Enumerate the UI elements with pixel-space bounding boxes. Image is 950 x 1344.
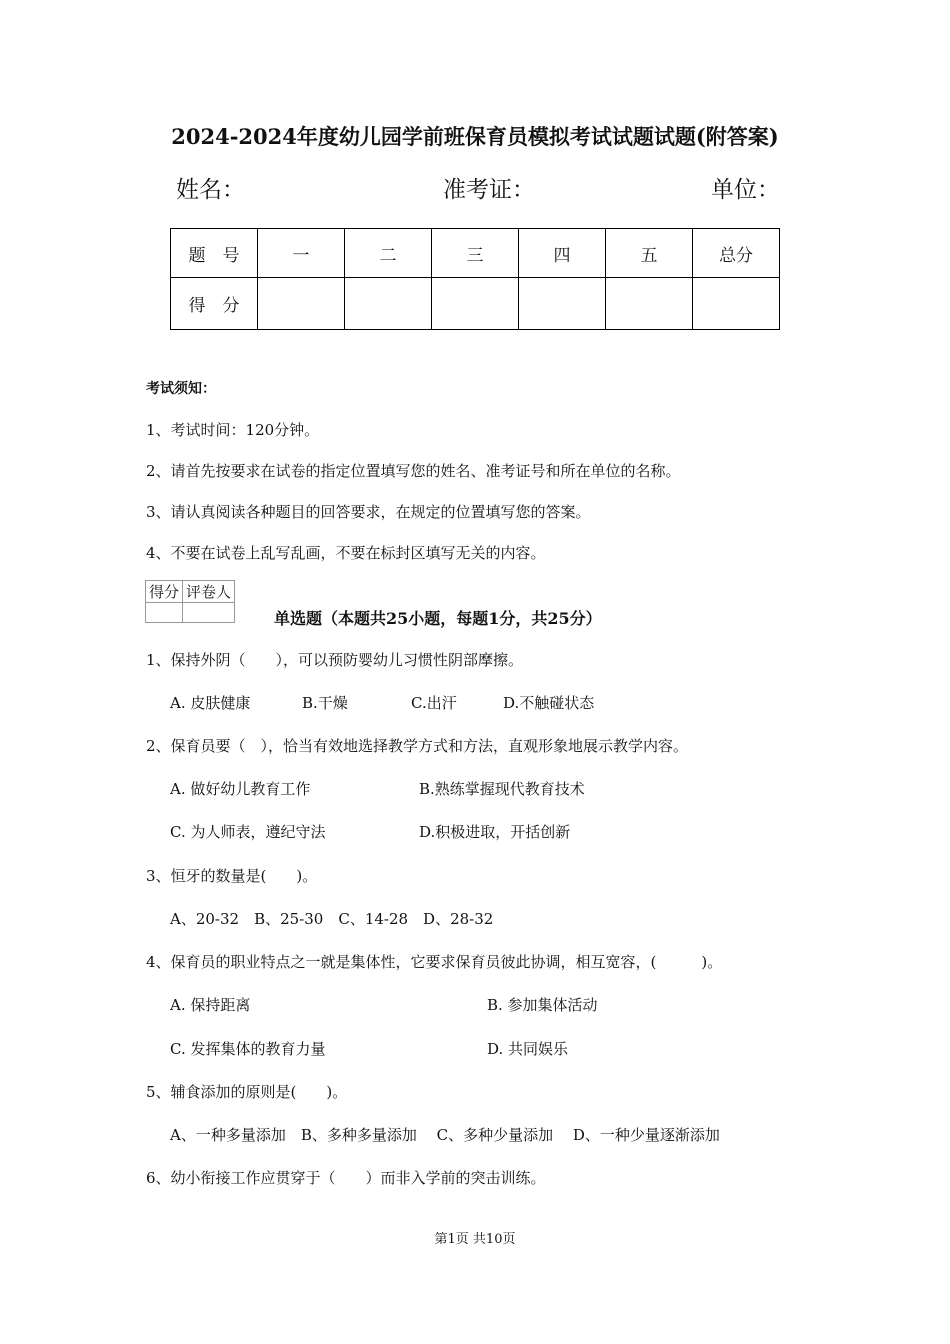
q4-option-d: D. 共同娱乐	[487, 1040, 569, 1058]
header-total: 总分	[693, 229, 780, 278]
header-section-3: 三	[432, 229, 519, 278]
header-section-5: 五	[606, 229, 693, 278]
header-section-4: 四	[519, 229, 606, 278]
page-footer: 第1页 共10页	[434, 1232, 516, 1247]
q2-option-c: C. 为人师表，遵纪守法	[170, 823, 326, 841]
notice-item: 3、请认真阅读各种题目的回答要求，在规定的位置填写您的答案。	[146, 503, 591, 521]
q5-options: A、一种多量添加 B、多种多量添加 C、多种少量添加 D、一种少量逐渐添加	[170, 1126, 720, 1144]
q2-option-a: A. 做好幼儿教育工作	[170, 780, 311, 798]
exam-id-label: 准考证：	[443, 177, 535, 203]
score-row-label: 得 分	[171, 278, 258, 330]
q4-option-a: A. 保持距离	[170, 996, 251, 1014]
notice-item: 4、不要在试卷上乱写乱画，不要在标封区填写无关的内容。	[146, 544, 546, 562]
notice-item: 2、请首先按要求在试卷的指定位置填写您的姓名、准考证号和所在单位的名称。	[146, 462, 681, 480]
grader-table	[145, 580, 235, 623]
name-label: 姓名：	[176, 177, 245, 203]
q2-option-b: B.熟练掌握现代教育技术	[419, 780, 585, 798]
grader-score-label: 得分	[146, 581, 183, 603]
q1-option-c: C.出汗	[411, 694, 457, 712]
q1-option-d: D.不触碰状态	[503, 694, 595, 712]
notice-item: 1、考试时间：120分钟。	[146, 421, 320, 439]
q4-option-b: B. 参加集体活动	[487, 996, 598, 1014]
score-cell-5	[606, 278, 693, 330]
question-2: 2、保育员要（ ），恰当有效地选择教学方式和方法，直观形象地展示教学内容。	[146, 737, 689, 755]
score-cell-1	[258, 278, 345, 330]
header-section-2: 二	[345, 229, 432, 278]
question-1: 1、保持外阴（ ），可以预防婴幼儿习惯性阴部摩擦。	[146, 651, 524, 669]
q2-option-d: D.积极进取，开括创新	[419, 823, 571, 841]
page-title: 2024-2024年度幼儿园学前班保育员模拟考试试题试题(附答案)	[171, 124, 779, 149]
score-table-score-row	[171, 278, 780, 330]
score-cell-total	[693, 278, 780, 330]
score-table	[170, 228, 780, 330]
score-table-header-row	[171, 229, 780, 278]
question-6: 6、幼小衔接工作应贯穿于（ ）而非入学前的突击训练。	[146, 1169, 546, 1187]
header-question-number: 题 号	[171, 229, 258, 278]
q3-options: A、20-32 B、25-30 C、14-28 D、28-32	[170, 910, 494, 928]
q1-option-a: A. 皮肤健康	[170, 694, 251, 712]
unit-label: 单位：	[711, 177, 780, 203]
question-5: 5、辅食添加的原则是( )。	[146, 1083, 348, 1101]
notice-heading: 考试须知：	[146, 381, 216, 397]
question-4: 4、保育员的职业特点之一就是集体性，它要求保育员彼此协调，相互宽容，( )。	[146, 953, 723, 971]
q4-option-c: C. 发挥集体的教育力量	[170, 1040, 326, 1058]
score-cell-2	[345, 278, 432, 330]
question-3: 3、恒牙的数量是( )。	[146, 867, 318, 885]
grader-reviewer-cell	[183, 603, 235, 623]
grader-reviewer-label: 评卷人	[183, 581, 235, 603]
header-section-1: 一	[258, 229, 345, 278]
section-title: 单选题（本题共25小题，每题1分，共25分）	[274, 609, 602, 628]
score-cell-4	[519, 278, 606, 330]
q1-option-b: B.干燥	[302, 694, 348, 712]
score-cell-3	[432, 278, 519, 330]
grader-score-cell	[146, 603, 183, 623]
